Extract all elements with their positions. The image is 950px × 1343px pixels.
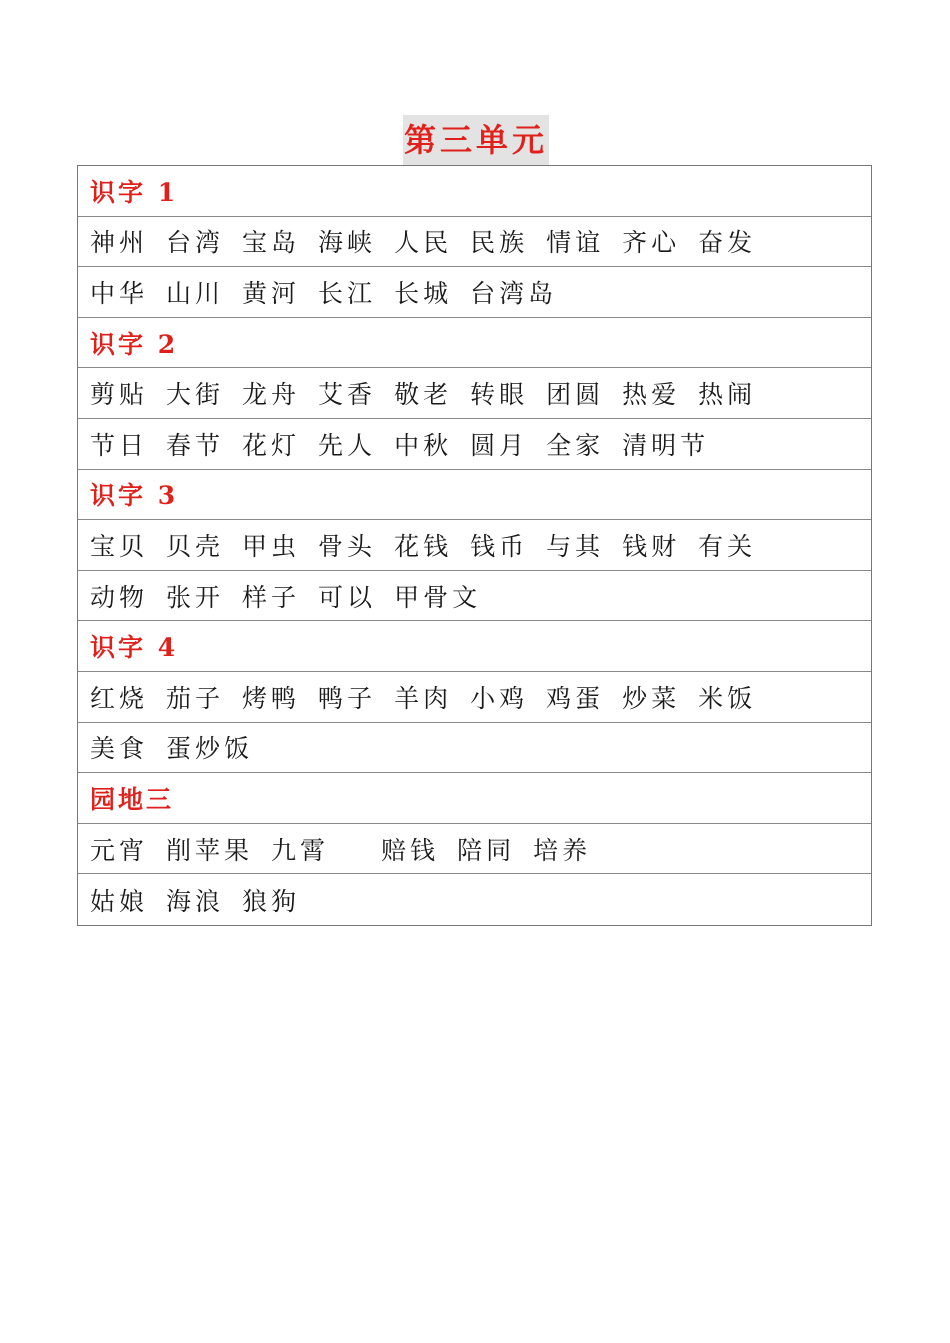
word: 鸭子 [318, 683, 377, 713]
vocabulary-table [77, 165, 872, 926]
word: 张开 [166, 582, 225, 612]
word: 九霄 [271, 835, 330, 865]
page-title: 第三单元 [403, 115, 549, 165]
word: 节日 [90, 430, 149, 460]
word: 骨头 [318, 531, 377, 561]
word: 长城 [394, 278, 453, 308]
word: 热爱 [622, 380, 681, 410]
word: 热闹 [698, 380, 757, 410]
section-heading-row [78, 621, 871, 672]
word: 台湾岛 [470, 278, 558, 308]
word: 钱财 [622, 531, 681, 561]
word: 削苹果 [166, 835, 254, 865]
word: 钱币 [470, 531, 529, 561]
word: 人民 [394, 228, 453, 258]
word: 米饭 [698, 683, 757, 713]
word: 炒菜 [622, 683, 681, 713]
word: 大街 [166, 380, 225, 410]
word: 花灯 [242, 430, 301, 460]
word: 中秋 [394, 430, 453, 460]
word: 长江 [318, 278, 377, 308]
word: 花钱 [394, 531, 453, 561]
section-heading: 园地三 [90, 784, 175, 814]
word: 剪贴 [90, 380, 149, 410]
word: 艾香 [318, 380, 377, 410]
word: 清明节 [622, 430, 710, 460]
word: 海峡 [318, 228, 377, 258]
word: 圆月 [470, 430, 529, 460]
word-row [78, 874, 871, 925]
word: 样子 [242, 582, 301, 612]
word: 培养 [533, 835, 592, 865]
word: 先人 [318, 430, 377, 460]
word: 甲骨文 [394, 582, 482, 612]
section-heading-row [78, 318, 871, 369]
word: 敬老 [394, 380, 453, 410]
word: 奋发 [698, 228, 757, 258]
word: 动物 [90, 582, 149, 612]
word: 宝岛 [242, 228, 301, 258]
word: 美食 [90, 734, 149, 764]
word: 小鸡 [470, 683, 529, 713]
word: 贝壳 [166, 531, 225, 561]
word: 宝贝 [90, 531, 149, 561]
word: 陪同 [457, 835, 516, 865]
word: 狼狗 [242, 886, 301, 916]
word: 齐心 [622, 228, 681, 258]
word-row [78, 217, 871, 268]
word: 团圆 [546, 380, 605, 410]
section-heading: 识字 1 [90, 177, 179, 207]
word: 黄河 [242, 278, 301, 308]
section-heading: 识字 3 [90, 481, 179, 511]
word: 情谊 [546, 228, 605, 258]
word: 春节 [166, 430, 225, 460]
word: 赔钱 [381, 835, 440, 865]
word: 蛋炒饭 [166, 734, 254, 764]
section-heading-row [78, 166, 871, 217]
word: 可以 [318, 582, 377, 612]
word: 山川 [166, 278, 225, 308]
word-row [78, 723, 871, 774]
word: 中华 [90, 278, 149, 308]
word: 元宵 [90, 835, 149, 865]
word: 台湾 [166, 228, 225, 258]
word: 羊肉 [394, 683, 453, 713]
word: 有关 [698, 531, 757, 561]
word-row [78, 419, 871, 470]
word-row [78, 520, 871, 571]
word: 转眼 [470, 380, 529, 410]
word: 甲虫 [242, 531, 301, 561]
word: 神州 [90, 228, 149, 258]
word: 鸡蛋 [546, 683, 605, 713]
word-row [78, 571, 871, 622]
word-row [78, 824, 871, 875]
word: 海浪 [166, 886, 225, 916]
word: 茄子 [166, 683, 225, 713]
word-row [78, 267, 871, 318]
word: 全家 [546, 430, 605, 460]
word: 红烧 [90, 683, 149, 713]
word: 姑娘 [90, 886, 149, 916]
word: 龙舟 [242, 380, 301, 410]
word-row [78, 368, 871, 419]
section-heading: 识字 4 [90, 633, 179, 663]
section-heading: 识字 2 [90, 329, 179, 359]
word: 民族 [470, 228, 529, 258]
word: 烤鸭 [242, 683, 301, 713]
word: 与其 [546, 531, 605, 561]
section-heading-row [78, 470, 871, 521]
section-heading-row [78, 773, 871, 824]
word-row [78, 672, 871, 723]
